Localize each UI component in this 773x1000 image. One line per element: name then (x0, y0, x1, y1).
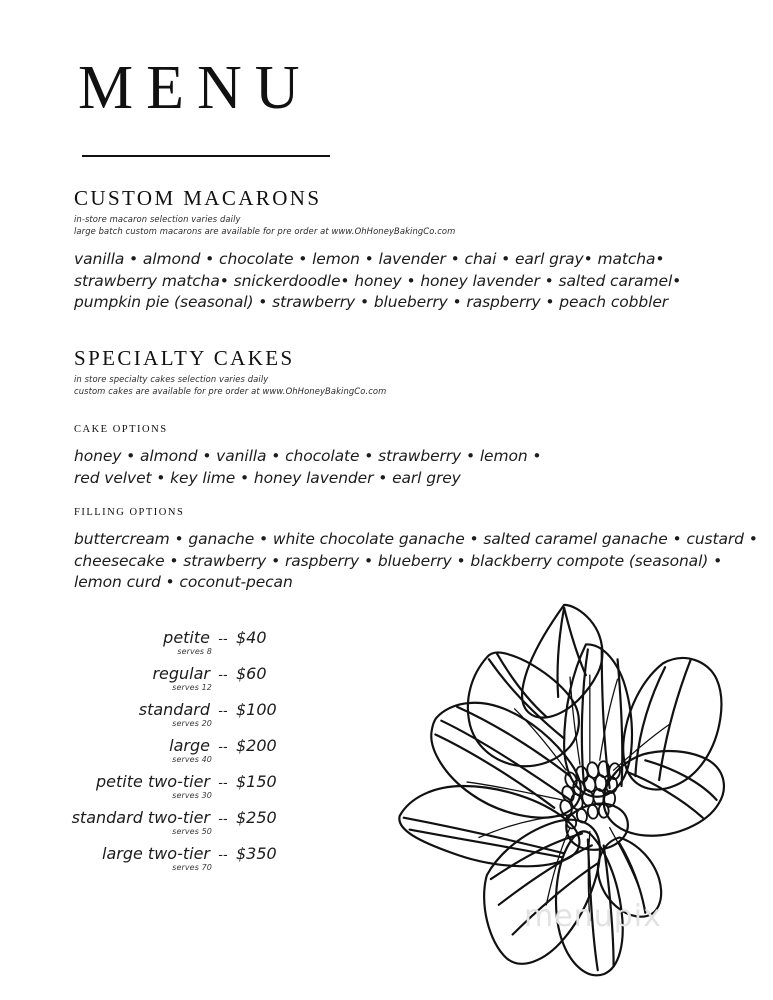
macaron-flavors-line-3: pumpkin pie (seasonal) • strawberry • blueberry • raspberry • peach cobbler (74, 293, 669, 311)
price-row (60, 772, 360, 808)
page-title: MENU (78, 54, 313, 122)
macaron-flavor-list (74, 249, 714, 314)
cake-price: $100 (236, 700, 277, 719)
cake-price: $250 (236, 808, 277, 827)
cakes-note-line-2: custom cakes are available for pre order at www.OhHoneyBakingCo.com (74, 386, 387, 397)
magnolia-flower-illustration (376, 588, 772, 988)
cake-size-label: standard two-tier (71, 808, 210, 827)
cake-price: $200 (236, 736, 277, 755)
price-row-main (60, 736, 360, 755)
section-custom-macarons (74, 186, 714, 237)
cake-size-label: standard (138, 700, 210, 719)
price-separator: -- (218, 632, 228, 647)
cake-size-label: petite two-tier (96, 772, 210, 791)
cake-options-line-1: honey • almond • vanilla • chocolate • strawberry • lemon • (74, 447, 542, 465)
cake-options-list (74, 446, 714, 489)
price-separator: -- (218, 776, 228, 791)
cake-size-label: large (169, 736, 210, 755)
section-specialty-cakes (74, 346, 714, 397)
cake-price: $150 (236, 772, 277, 791)
filling-options-line-2: cheesecake • strawberry • raspberry • blueberry • blackberry compote (seasonal) • (74, 551, 723, 570)
cake-serves-label: serves 40 (172, 755, 212, 764)
price-separator: -- (218, 668, 228, 683)
price-row (60, 700, 360, 736)
subheading-filling-options: FILLING OPTIONS (74, 507, 185, 518)
cake-serves-label: serves 30 (172, 791, 212, 800)
cake-serves-label: serves 20 (172, 719, 212, 728)
filling-options-line-1: buttercream • ganache • white chocolate ganache • salted caramel ganache • custard • (74, 530, 758, 548)
filling-options-list (74, 529, 758, 594)
cake-serves-label: serves 8 (177, 647, 212, 656)
cake-serves-label: serves 12 (172, 683, 212, 692)
price-separator: -- (218, 704, 228, 719)
cake-options-group (74, 424, 714, 435)
price-row (60, 844, 360, 880)
cake-size-label: petite (163, 628, 210, 647)
price-row-main (60, 628, 360, 647)
price-row (60, 808, 360, 844)
price-separator: -- (218, 848, 228, 863)
subheading-cake-options: CAKE OPTIONS (74, 424, 168, 435)
price-row-main (60, 700, 360, 719)
cake-size-label: regular (152, 664, 210, 683)
cake-price: $40 (236, 628, 267, 647)
macarons-note-line-2: large batch custom macarons are available for pre order at www.OhHoneyBakingCo.com (74, 226, 456, 237)
price-separator: -- (218, 740, 228, 755)
filling-options-group (74, 507, 714, 518)
price-row-main (60, 664, 360, 683)
macaron-flavors-line-2: strawberry matcha• snickerdoodle• honey • honey lavender • salted caramel• (74, 271, 682, 290)
section-heading-specialty-cakes: SPECIALTY CAKES (74, 346, 295, 370)
macaron-flavors-line-1: vanilla • almond • chocolate • lemon • lavender • chai • earl gray• matcha• (74, 250, 665, 268)
cake-price-list (60, 628, 360, 880)
filling-options-line-3: lemon curd • coconut-pecan (74, 573, 293, 591)
cake-serves-label: serves 50 (172, 827, 212, 836)
price-row-main (60, 808, 360, 827)
cake-serves-label: serves 70 (172, 863, 212, 872)
title-divider (82, 155, 330, 157)
price-row (60, 736, 360, 772)
section-heading-custom-macarons: CUSTOM MACARONS (74, 186, 322, 210)
price-row (60, 664, 360, 700)
price-separator: -- (218, 812, 228, 827)
cakes-note-line-1: in store specialty cakes selection varies daily (74, 374, 269, 384)
price-row (60, 628, 360, 664)
cake-size-label: large two-tier (102, 844, 210, 863)
masthead (78, 56, 678, 121)
cake-price: $350 (236, 844, 277, 863)
price-row-main (60, 772, 360, 791)
macarons-note-line-1: in-store macaron selection varies daily (74, 214, 241, 224)
price-row-main (60, 844, 360, 863)
cake-price: $60 (236, 664, 267, 683)
menupix-watermark: menupix (524, 899, 662, 934)
cake-options-line-2: red velvet • key lime • honey lavender • earl grey (74, 468, 461, 487)
